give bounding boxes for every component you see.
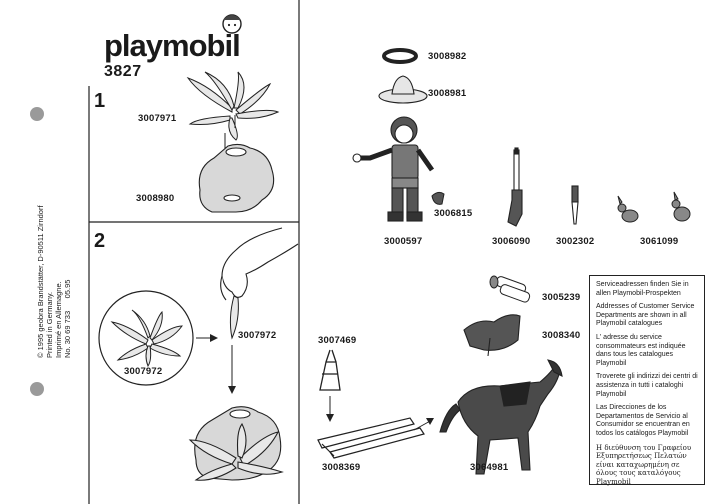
- part-number-scarf: 3006815: [434, 208, 473, 219]
- rabbit-icon: [618, 196, 638, 222]
- arrow-head-icon: [326, 414, 334, 422]
- brand-logo: playmobil: [104, 28, 240, 63]
- service-address-box: [589, 275, 705, 485]
- part-number-rabbits: 3061099: [640, 236, 679, 247]
- part-number-saddle: 3008340: [542, 330, 581, 341]
- travois-icon: [318, 418, 424, 458]
- part-number-plant: 3007971: [138, 113, 177, 124]
- print-number: No. 30 69 733: [63, 310, 72, 358]
- rabbit-icon: [672, 192, 690, 221]
- copyright-line: Imprimé en Allemagne.: [54, 281, 63, 358]
- arrow-head-icon: [426, 418, 434, 425]
- punch-hole-icon: [30, 382, 44, 396]
- service-text-it: Troverete gli indirizzi dei centri di assistenza in tutti i cataloghi Playmobil: [596, 373, 698, 398]
- arrow-head-icon: [228, 386, 236, 394]
- part-number-rifle: 3006090: [492, 236, 531, 247]
- horse-icon: [440, 360, 562, 474]
- service-text-de: Serviceadressen finden Sie in allen Playmobil-Prospekten: [596, 281, 689, 297]
- ranger-figure-icon: [353, 117, 432, 221]
- service-text-el: Η διεύθυνση του Γραφείου Εξυπηρετήσεως Πελατών είναι καταχωρημένη σε όλους τους καταλόγους Playmobil: [596, 443, 692, 486]
- binoculars-icon: [490, 276, 531, 304]
- copyright-notice: [36, 158, 80, 358]
- part-number-knife: 3002302: [556, 236, 595, 247]
- part-number-horse: 3064981: [470, 462, 509, 473]
- part-number-plant-insert: 3007972: [238, 330, 277, 341]
- part-number-rock-base: 3008980: [136, 193, 175, 204]
- part-number-bridle: 3007469: [318, 335, 357, 346]
- hand-icon: [221, 228, 298, 300]
- part-number-plant-detail: 3007972: [124, 366, 163, 377]
- copyright-line: Printed in Germany.: [45, 291, 54, 358]
- service-text-fr: L' adresse du service consommateurs est indiquée dans tous les catalogues Playmobil: [596, 333, 686, 367]
- service-text-es: Las Direcciones de los Departamentos de Servicio al Consumidor se encuentran en todos los catálogos Playmobil: [596, 404, 690, 437]
- saddle-icon: [464, 315, 520, 356]
- part-number-ring: 3008982: [428, 51, 467, 62]
- service-text-en: Addresses of Customer Service Departments are shown in all Playmobil catalogues: [596, 303, 695, 328]
- part-number-binoculars: 3005239: [542, 292, 581, 303]
- arrow-head-icon: [210, 334, 218, 342]
- assembled-rock-icon: [190, 407, 282, 481]
- part-number-hat: 3008981: [428, 88, 467, 99]
- copyright-line: [63, 158, 72, 358]
- part-number-travois: 3008369: [322, 462, 361, 473]
- copyright-line: © 1995 geobra Brandstätter, D-90511 Zirndorf: [36, 205, 45, 358]
- hat-icon: [379, 76, 427, 103]
- fern-plant-icon: [188, 72, 278, 140]
- set-number: 3827: [104, 63, 142, 80]
- step-number-2: 2: [94, 230, 106, 252]
- rock-base-icon: [199, 144, 273, 212]
- punch-hole-icon: [30, 107, 44, 121]
- step-number-1: 1: [94, 90, 106, 112]
- hat-ring-icon: [384, 50, 416, 62]
- part-number-figure: 3000597: [384, 236, 423, 247]
- knife-icon: [572, 186, 578, 224]
- scarf-icon: [432, 192, 444, 204]
- bridle-icon: [320, 350, 340, 390]
- print-date: 05.95: [63, 279, 72, 299]
- rifle-icon: [508, 148, 522, 226]
